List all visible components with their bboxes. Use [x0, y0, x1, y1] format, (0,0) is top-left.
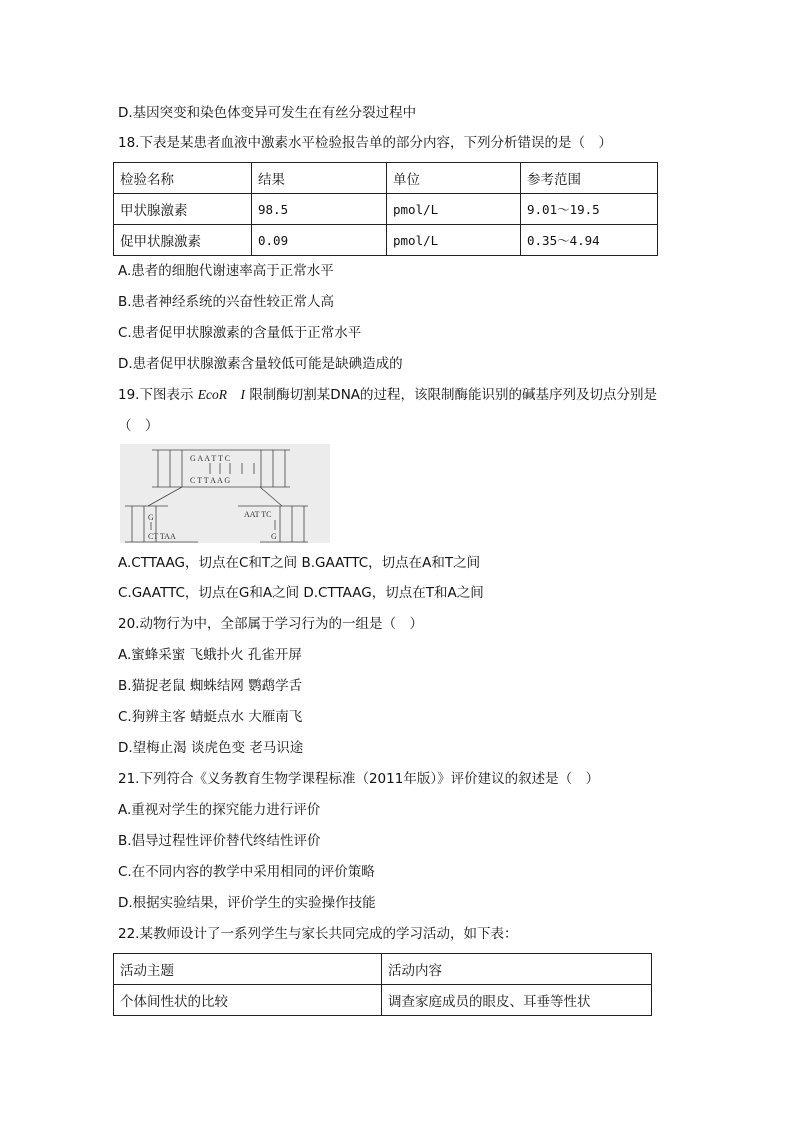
- q18-stem: 18.下表是某患者血液中激素水平检验报告单的部分内容，下列分析错误的是（ ）: [118, 135, 612, 151]
- q20-option-c: C.狗辨主客 蜻蜓点水 大雁南飞: [118, 709, 303, 725]
- right-fragment-top: AAT TC: [244, 510, 272, 519]
- table-cell: 促甲状腺激素: [114, 225, 252, 256]
- dna-bottom-strand: C T T A A G: [190, 476, 231, 485]
- dna-top-strand: G A A T T C: [190, 454, 231, 463]
- q21-option-a: A.重视对学生的探究能力进行评价: [118, 802, 321, 818]
- q21-option-b: B.倡导过程性评价替代终结性评价: [118, 833, 321, 849]
- q19-stem: [118, 386, 657, 404]
- right-fragment-bottom: G: [271, 532, 277, 541]
- q18-option-b: B.患者神经系统的兴奋性较正常人高: [118, 294, 335, 310]
- table-row: [114, 194, 658, 225]
- q20-stem: 20.动物行为中，全部属于学习行为的一组是（ ）: [118, 616, 423, 632]
- left-fragment-top: G: [148, 513, 154, 522]
- q22-table: [113, 953, 652, 1016]
- q20-option-d: D.望梅止渴 谈虎色变 老马识途: [118, 740, 304, 756]
- q22-stem: 22.某教师设计了一系列学生与家长共同完成的学习活动，如下表：: [118, 926, 518, 942]
- table-row: [114, 225, 658, 256]
- table-header: 活动主题: [114, 954, 382, 985]
- q19-options-cd: C.GAATTC，切点在G和A之间 D.CTTAAG，切点在T和A之间: [118, 585, 484, 601]
- q21-option-c: C.在不同内容的教学中采用相同的评价策略: [118, 864, 375, 880]
- q21-option-d: D.根据实验结果，评价学生的实验操作技能: [118, 895, 376, 911]
- table-header-row: [114, 163, 658, 194]
- left-fragment-bottom: CT TAA: [148, 532, 176, 541]
- table-row: [114, 985, 652, 1016]
- table-cell: 调查家庭成员的眼皮、耳垂等性状: [382, 985, 652, 1016]
- q19-paren: （ ）: [118, 418, 159, 434]
- table-cell: 98.5: [252, 194, 387, 225]
- table-cell: 甲状腺激素: [114, 194, 252, 225]
- table-header: 结果: [252, 163, 387, 194]
- table-header: 参考范围: [521, 163, 658, 194]
- table-cell: pmol/L: [387, 225, 521, 256]
- table-header-row: [114, 954, 652, 985]
- dna-cut-figure: [120, 444, 330, 543]
- enzyme-name: EcoR I: [197, 387, 246, 402]
- table-header: 检验名称: [114, 163, 252, 194]
- table-cell: 0.35～4.94: [521, 225, 658, 256]
- q18-option-d: D.患者促甲状腺激素含量较低可能是缺碘造成的: [118, 356, 403, 372]
- q19-stem-b: 限制酶切割某DNA的过程，该限制酶能识别的碱基序列及切点分别是: [249, 387, 658, 403]
- table-cell: pmol/L: [387, 194, 521, 225]
- q18-option-c: C.患者促甲状腺激素的含量低于正常水平: [118, 325, 362, 341]
- q17-option-d: D.基因突变和染色体变异可发生在有丝分裂过程中: [118, 105, 417, 121]
- q21-stem: 21.下列符合《义务教育生物学课程标准（2011年版）》评价建议的叙述是（ ）: [118, 771, 600, 787]
- q19-stem-a: 19.下图表示: [118, 387, 194, 403]
- table-cell: 0.09: [252, 225, 387, 256]
- q18-option-a: A.患者的细胞代谢速率高于正常水平: [118, 263, 334, 279]
- table-cell: 9.01～19.5: [521, 194, 658, 225]
- q20-option-b: B.猫捉老鼠 蜘蛛结网 鹦鹉学舌: [118, 678, 303, 694]
- q19-options-ab: A.CTTAAG，切点在C和T之间 B.GAATTC，切点在A和T之间: [118, 555, 481, 571]
- q20-option-a: A.蜜蜂采蜜 飞蛾扑火 孔雀开屏: [118, 647, 302, 663]
- table-cell: 个体间性状的比较: [114, 985, 382, 1016]
- q18-table: [113, 162, 658, 256]
- table-header: 单位: [387, 163, 521, 194]
- table-header: 活动内容: [382, 954, 652, 985]
